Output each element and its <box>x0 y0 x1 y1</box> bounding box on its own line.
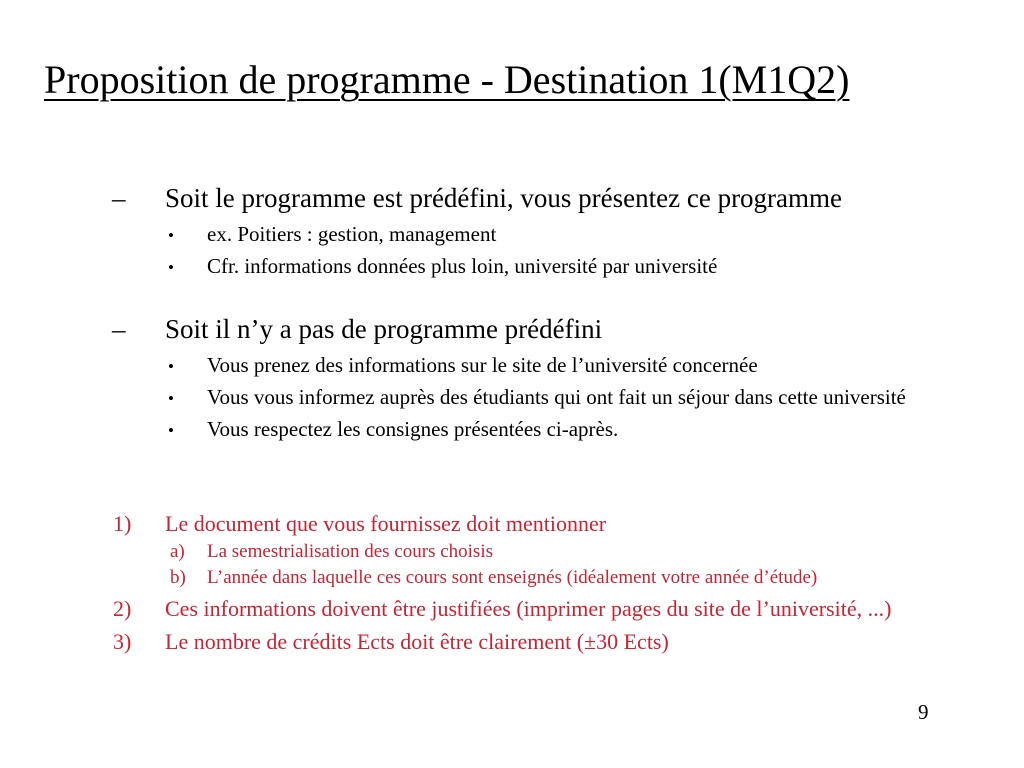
page-number: 9 <box>918 700 929 724</box>
outline-subitem-text: ex. Poitiers : gestion, management <box>207 222 497 246</box>
lettered-subitem <box>113 539 1013 565</box>
numbered-item <box>113 627 1013 657</box>
letter-marker: b) <box>170 567 186 588</box>
lettered-subitem-text: La semestrialisation des cours choisis <box>207 541 493 562</box>
dash-marker: – <box>112 183 126 213</box>
numbered-item-text: Le document que vous fournissez doit mentionner <box>165 511 607 536</box>
outline-subitem-text: Cfr. informations données plus loin, université par université <box>207 254 718 278</box>
outline-subitem <box>112 350 1012 382</box>
outline-subitem-text: Vous prenez des informations sur le site de l’université concernée <box>207 353 758 377</box>
outline-subitem <box>112 414 1012 446</box>
numbered-item-text: Ces informations doivent être justifiées (imprimer pages du site de l’université, ...) <box>165 596 892 621</box>
lettered-subitem-text: L’année dans laquelle ces cours sont enseignés (idéalement votre année d’étude) <box>207 567 818 588</box>
outline-subitem <box>112 382 1012 414</box>
numbered-item <box>113 594 1013 624</box>
outline-subitem <box>112 219 1012 251</box>
number-marker: 3) <box>113 629 132 654</box>
bullet-marker: • <box>168 226 174 245</box>
number-marker: 2) <box>113 596 132 621</box>
lettered-subitem <box>113 565 1013 591</box>
letter-marker: a) <box>170 541 185 562</box>
bullet-marker: • <box>168 389 174 408</box>
number-marker: 1) <box>113 511 132 536</box>
outline-item-text: Soit il n’y a pas de programme prédéfini <box>165 314 603 344</box>
numbered-item-text: Le nombre de crédits Ects doit être clairement (±30 Ects) <box>165 629 669 654</box>
slide-title: Proposition de programme - Destination 1(M1Q2) <box>44 57 850 102</box>
bullet-marker: • <box>168 258 174 277</box>
outline-item <box>112 180 1012 216</box>
outline-item <box>112 311 1012 347</box>
bullet-marker: • <box>168 421 174 440</box>
bullet-marker: • <box>168 357 174 376</box>
numbered-item <box>113 509 1013 539</box>
numbered-instructions <box>113 509 1013 657</box>
bullet-outline <box>112 180 1012 446</box>
outline-subitem-text: Vous vous informez auprès des étudiants qui ont fait un séjour dans cette université <box>207 385 906 409</box>
dash-marker: – <box>112 314 126 344</box>
outline-subitem-text: Vous respectez les consignes présentées ci-après. <box>207 417 619 441</box>
outline-subitem <box>112 251 1012 283</box>
outline-item-text: Soit le programme est prédéfini, vous présentez ce programme <box>165 183 843 213</box>
